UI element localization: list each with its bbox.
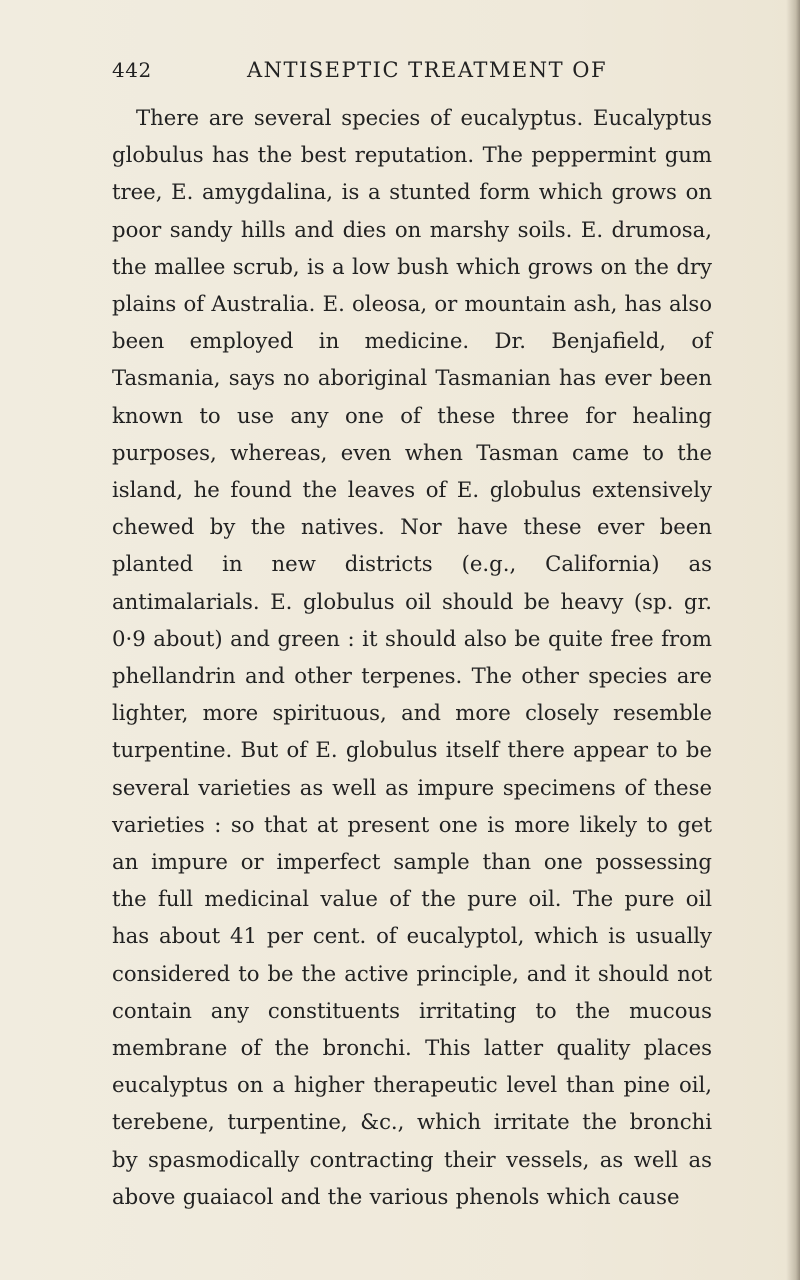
page-number: 442: [112, 58, 152, 82]
page-edge-shadow: [786, 0, 800, 1280]
running-head: ANTISEPTIC TREATMENT OF: [246, 58, 608, 82]
body-paragraph: There are several species of eucalyptus. Eucalyptus globulus has the best reputation. The peppermint gum tree, E. amygdalina, is a stunted form which grows on poor sandy hills and dies on marshy soils. E. drumosa, the mallee scrub, is a low bush which grows on the dry plains of Australia. E. oleosa, or mountain ash, has also been employed in medicine. Dr. Benjafield, of Tasmania, says no aboriginal Tasmanian has ever been known to use any one of these three for healing purposes, whereas, even when Tasman came to the island, he found the leaves of E. globulus extensively chewed by the natives. Nor have these ever been planted in new districts (e.g., California) as antimalarials. E. globulus oil should be heavy (sp. gr. 0·9 about) and green : it should also be quite free from phellandrin and other terpenes. The other species are lighter, more spirituous, and more closely resemble turpentine. But of E. globulus itself there appear to be several varieties as well as impure specimens of these varieties : so that at present one is more likely to get an impure or imperfect sample than one possessing the full medicinal value of the pure oil. The pure oil has about 41 per cent. of eucalyptol, which is usually considered to be the active principle, and it should not contain any constituents irritating to the mucous membrane of the bronchi. This latter quality places eucalyptus on a higher therapeutic level than pine oil, terebene, turpentine, &c., which irritate the bronchi by spasmodically contracting their vessels, as well as above guaiacol and the various phenols which cause: [112, 105, 712, 1209]
page-header: [112, 58, 712, 88]
